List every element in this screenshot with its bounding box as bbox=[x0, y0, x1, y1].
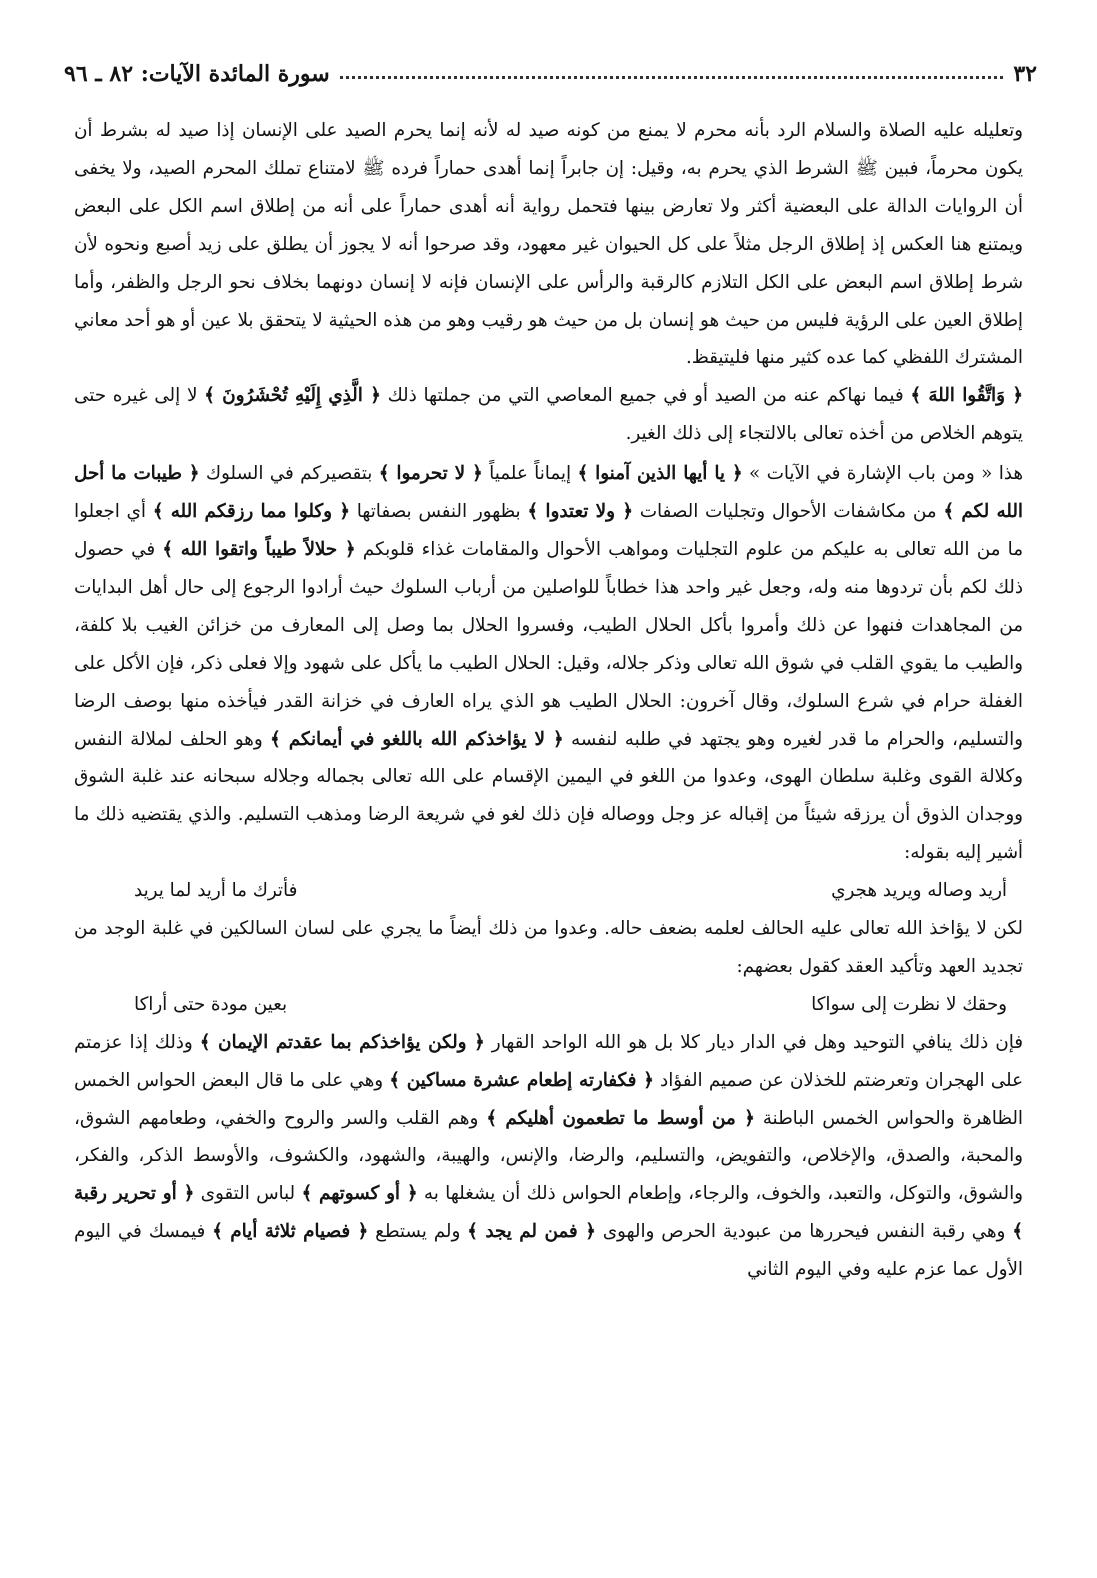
quran-quote: ﴿ لا تحرموا ﴾ bbox=[378, 463, 483, 485]
quran-quote: ﴿ طيبات ما أحل الله لكم ﴾ bbox=[74, 463, 1024, 523]
text-run: بتقصيركم في السلوك bbox=[199, 463, 379, 485]
poetry-verse-1 bbox=[74, 872, 1023, 910]
text-run: وهو الحلف لملالة النفس وكلالة القوى وغلبة سلطان الهوى، وعدوا من اللغو في اليمين الإقسام على الله تعالى بجماله وجلاله سبحانه عند غلبة الشوق ووجدان الذوق أن يرزقه شيئاً من إقباله عز وجل ووصاله فإن ذلك لغو في شريعة الرضا ومذهب التسليم. والذي يقتضيه ذلك ما أشير إليه بقوله: bbox=[74, 728, 1023, 864]
quran-quote: ﴿ فكفارته إطعام عشرة مساكين ﴾ bbox=[389, 1069, 654, 1091]
paragraph-5 bbox=[74, 1024, 1023, 1289]
page-body bbox=[74, 112, 1023, 1558]
verse-hemistich-left: بعين مودة حتى أراكا bbox=[134, 993, 288, 1015]
text-run: ولم يستطع bbox=[368, 1221, 468, 1243]
quran-quote: ﴿ الَّذِي إِلَيْهِ تُحْشَرُونَ ﴾ bbox=[204, 385, 381, 407]
quran-quote: ﴿ يا أيها الذين آمنوا ﴾ bbox=[577, 463, 743, 485]
paragraph-4: لكن لا يؤاخذ الله تعالى عليه الحالف لعلمه بضعف حاله. وعدوا من ذلك أيضاً ما يجري على لسان السالكين في غلبة الوجد من تجديد العهد وتأكيد العقد كقول بعضهم: bbox=[74, 918, 1023, 977]
text-run: بظهور النفس بصفاتها bbox=[349, 501, 528, 523]
quran-quote: ﴿ حلالاً طيباً واتقوا الله ﴾ bbox=[162, 538, 356, 560]
paragraph-3 bbox=[74, 455, 1023, 872]
quran-quote: ﴿ أو كسوتهم ﴾ bbox=[301, 1183, 418, 1205]
page-number: ٣٢ bbox=[1013, 61, 1037, 87]
page-header bbox=[64, 54, 1037, 94]
quran-quote: ﴿ أو تحرير رقبة ﴾ bbox=[74, 1183, 1023, 1243]
quran-quote: ﴿ فمن لم يجد ﴾ bbox=[467, 1221, 596, 1243]
text-run: هذا « ومن باب الإشارة في الآيات » bbox=[742, 463, 1024, 485]
quran-quote: ﴿ ولكن يؤاخذكم بما عقدتم الإيمان ﴾ bbox=[199, 1031, 485, 1053]
quran-quote: ﴿ من أوسط ما تطعمون أهليكم ﴾ bbox=[486, 1107, 755, 1129]
text-run: من مكاشفات الأحوال وتجليات الصفات bbox=[632, 501, 944, 523]
text-run: وهي على ما قال البعض الحواس الخمس الظاهرة والحواس الخمس الباطنة bbox=[74, 1069, 1024, 1129]
verse-hemistich-right: وحقك لا نظرت إلى سواكا bbox=[811, 993, 1007, 1015]
text-run: في حصول ذلك لكم بأن تردوها منه وله، وجعل غير واحد هذا خطاباً للواصلين من أرباب السلوك حيث أرادوا الرجوع إلى حال أهل البدايات من المجاهدات فنهوا عن ذلك وأمروا بأكل الحلال الطيب، وفسروا الحلال بما وصل إلى المعارف من خزائن الغيب بلا كلفة، والطيب ما يقوي القلب في شوق الله تعالى وذكر جلاله، وقيل: الحلال الطيب ما يأكل على شهود وإلا فعلى ذكر، فإن الأكل على الغفلة حرام في شرع السلوك، وقال آخرون: الحلال الطيب هو الذي يراه العارف في خزانة القدر فيأخذه منها بوصف الرضا والتسليم، والحرام ما قدر لغيره وهو يجتهد في طلبه لنفسه bbox=[74, 538, 1023, 750]
quran-quote: ﴿ وَاتَّقُوا اللهَ ﴾ bbox=[910, 385, 1023, 407]
paragraph-2 bbox=[74, 377, 1023, 453]
verse-hemistich-left: فأترك ما أريد لما يريد bbox=[134, 880, 298, 902]
text-run: أي اجعلوا ما من الله تعالى به عليكم من علوم التجليات ومواهب الأحوال والمقامات غذاء قلوبكم bbox=[74, 501, 1023, 560]
text-run: لباس التقوى bbox=[194, 1183, 302, 1205]
quran-quote: ﴿ فصيام ثلاثة أيام ﴾ bbox=[212, 1221, 369, 1243]
verse-hemistich-right: أريد وصاله ويريد هجري bbox=[831, 880, 1007, 902]
poetry-verse-2 bbox=[74, 986, 1023, 1024]
text-run: لا إلى غيره حتى يتوهم الخلاص من أخذه تعالى بالالتجاء إلى ذلك الغير. bbox=[74, 385, 1023, 445]
text-run: فيمسك في اليوم الأول عما عزم عليه وفي اليوم الثاني bbox=[74, 1221, 1023, 1281]
text-run: فإن ذلك ينافي التوحيد وهل في الدار ديار كلا بل هو الله الواحد القهار bbox=[484, 1031, 1023, 1053]
text-run: إيماناً علمياً bbox=[482, 463, 578, 485]
text-run: وذلك إذا عزمتم على الهجران وتعرضتم للخذلان عن صميم الفؤاد bbox=[74, 1031, 1023, 1091]
quran-quote: ﴿ وكلوا مما رزقكم الله ﴾ bbox=[152, 501, 350, 523]
quran-quote: ﴿ لا يؤاخذكم الله باللغو في أيمانكم ﴾ bbox=[270, 728, 564, 750]
text-run: وهم القلب والسر والروح والخفي، وطعامهم الشوق، والمحبة، والصدق، والإخلاص، والتفويض، والتسليم، والرضا، والإنس، والهيبة، والشهود، والكشوف، والأوسط الذكر، والفكر، والشوق، والتوكل، والتعبد، والخوف، والرجاء، وإطعام الحواس ذلك أن يشغلها به bbox=[74, 1107, 1023, 1205]
text-run: فيما نهاكم عنه من الصيد أو في جميع المعاصي التي من جملتها ذلك bbox=[380, 385, 911, 407]
text-run: وتعليله عليه الصلاة والسلام الرد بأنه محرم لا يمنع من كونه صيد له لأنه إنما يحرم الصيد على الإنسان إذا صيد له بشرط أن يكون محرماً، فبين ﷺ الشرط الذي يحرم به، وقيل: إن جابراً إنما أهدى حماراً فرده ﷺ لامتناع تملك المحرم الصيد، ولا يخفى أن الروايات الدالة على البعضية أكثر ولا تعارض بينها فتحمل رواية أنه أهدى حماراً على أنه من إطلاق اسم الكل على البعض ويمتنع هنا العكس إذ إطلاق الرجل مثلاً على كل الحيوان غير معهود، وقد صرحوا أنه لا يجوز أن يطلق على زيد أصبع ونحوه لأن شرط إطلاق اسم البعض على الكل التلازم كالرقبة والرأس على الإنسان فإنه لا إنسان دونهما بخلاف نحو الرجل والظفر، وأما إطلاق العين على الرؤية فليس من حيث هو إنسان بل من حيث هو رقيب وهو من هذه الحيثية لا يتحقق بلا عين أو هو أحد معاني المشترك اللفظي كما عده كثير منها فليتيقظ. bbox=[74, 120, 1023, 369]
text-run: وهي رقبة النفس فيحررها من عبودية الحرص والهوى bbox=[595, 1221, 1013, 1243]
header-dotted-leader bbox=[340, 76, 1004, 79]
running-title: سورة المائدة الآيات: ٨٢ ـ ٩٦ bbox=[64, 61, 330, 87]
paragraph-1 bbox=[74, 112, 1023, 377]
quran-quote: ﴿ ولا تعتدوا ﴾ bbox=[527, 501, 633, 523]
